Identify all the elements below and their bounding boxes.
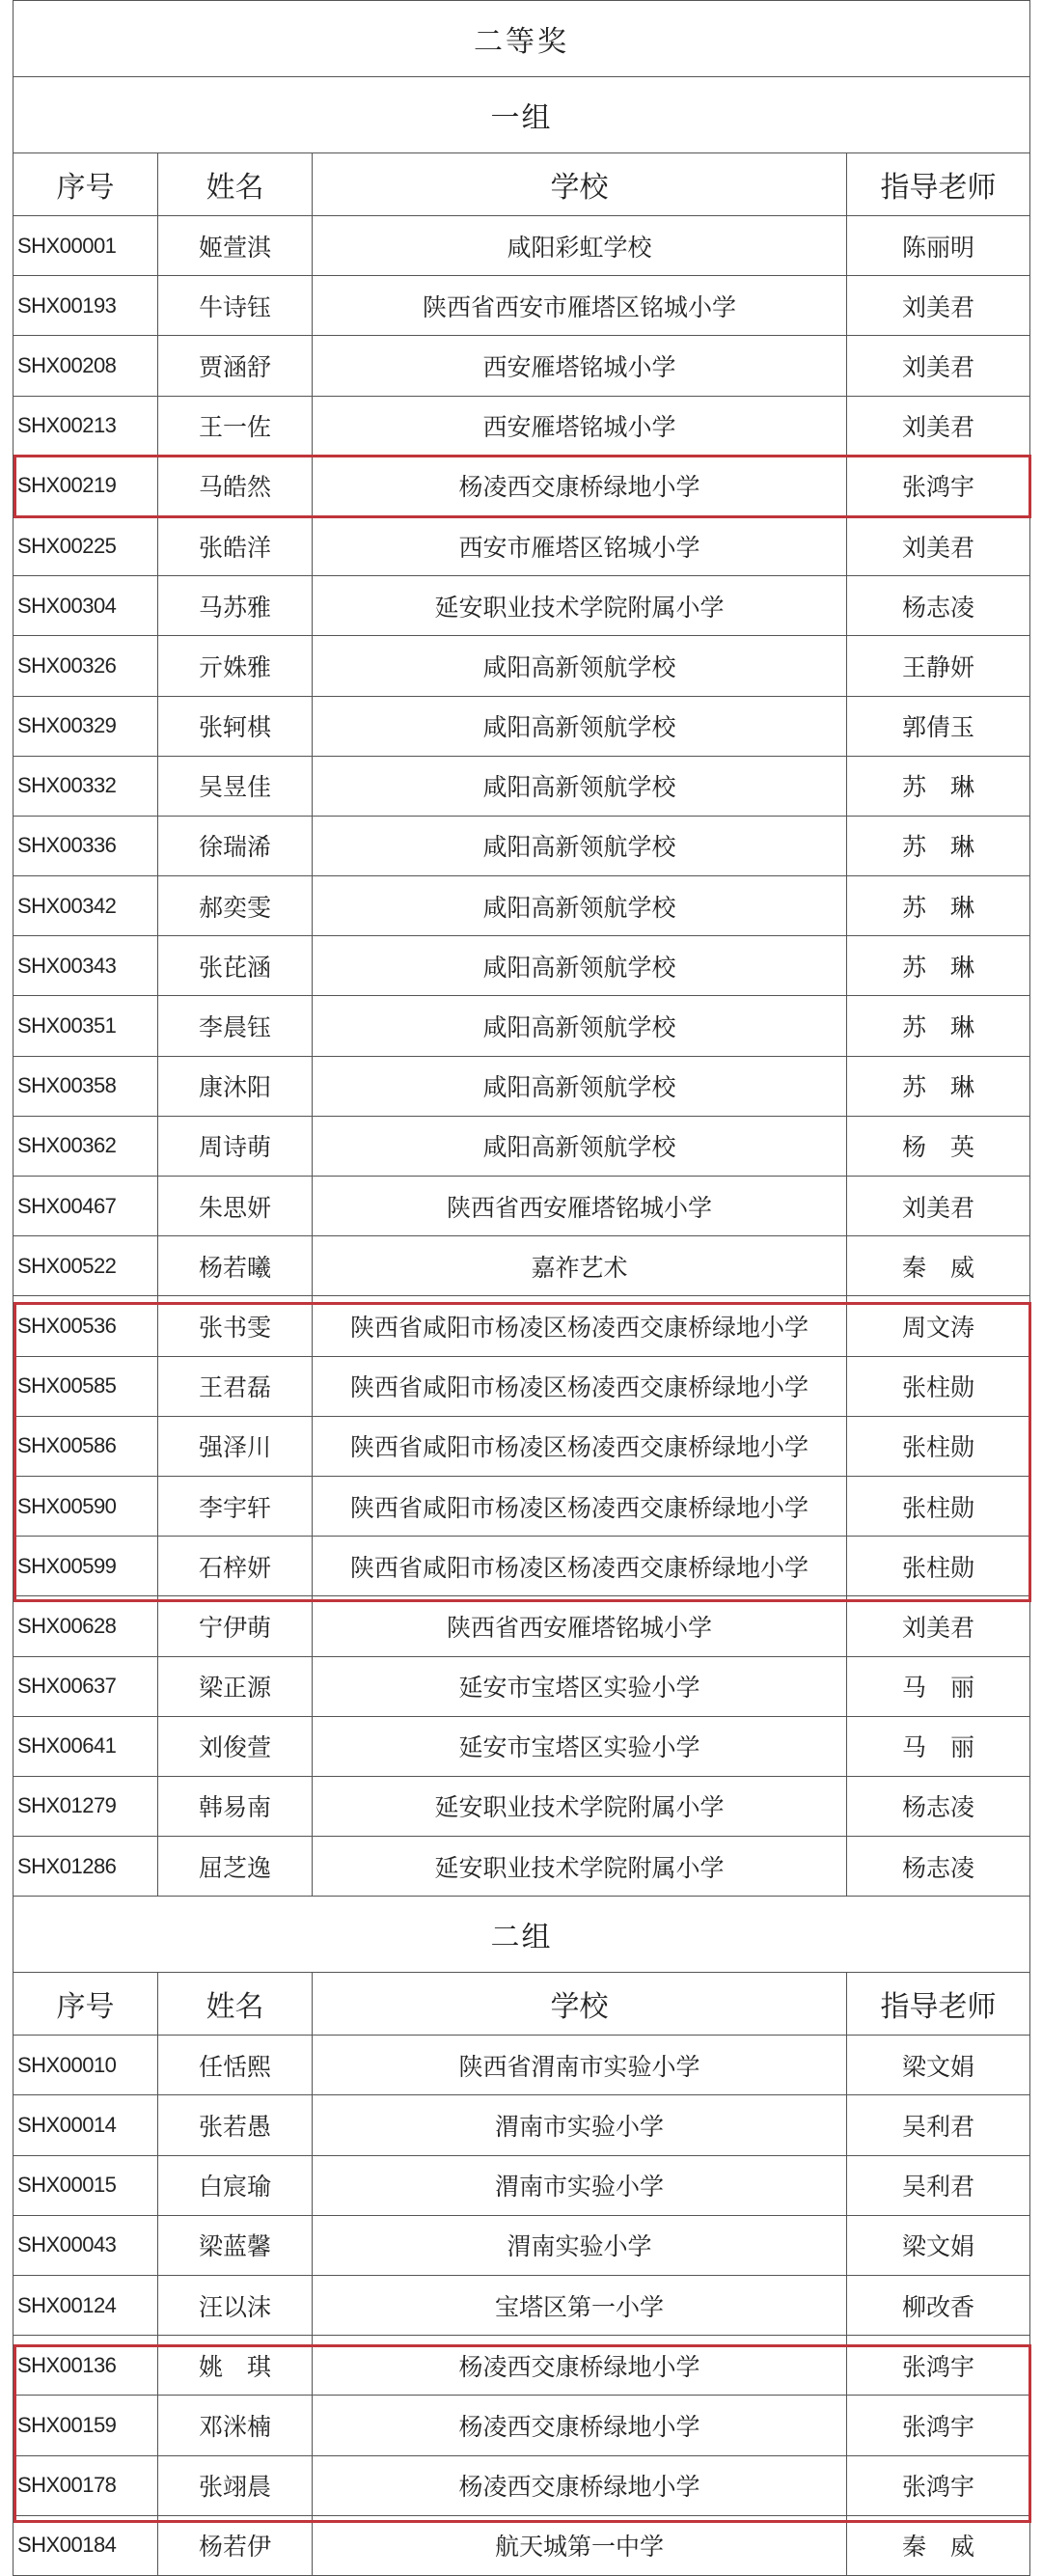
table-row [14, 2155, 1030, 2215]
cell-name: 梁正源 [158, 1656, 313, 1716]
cell-name: 亓姝雅 [158, 636, 313, 696]
cell-school: 延安市宝塔区实验小学 [313, 1716, 847, 1776]
cell-school: 陕西省西安雁塔铭城小学 [313, 1596, 847, 1656]
cell-school: 延安职业技术学院附属小学 [313, 1776, 847, 1836]
cell-name: 张芘涵 [158, 936, 313, 996]
cell-school: 咸阳高新领航学校 [313, 1056, 847, 1116]
cell-id: SHX00136 [14, 2336, 158, 2396]
cell-name: 杨若曦 [158, 1236, 313, 1296]
cell-id: SHX00225 [14, 515, 158, 575]
header-row [14, 153, 1030, 216]
cell-school: 咸阳高新领航学校 [313, 996, 847, 1056]
cell-id: SHX00343 [14, 936, 158, 996]
group-label: 二组 [14, 1897, 1030, 1973]
cell-name: 马皓然 [158, 456, 313, 515]
cell-school: 渭南市实验小学 [313, 2155, 847, 2215]
cell-id: SHX00124 [14, 2276, 158, 2336]
table-row [14, 1056, 1030, 1116]
header-row [14, 1973, 1030, 2036]
cell-school: 陕西省咸阳市杨凌区杨凌西交康桥绿地小学 [313, 1416, 847, 1476]
cell-teacher: 张柱勋 [847, 1356, 1030, 1416]
cell-name: 姚 琪 [158, 2336, 313, 2396]
cell-teacher: 刘美君 [847, 515, 1030, 575]
table-row [14, 456, 1030, 515]
cell-school: 航天城第一中学 [313, 2515, 847, 2575]
cell-teacher: 王静妍 [847, 636, 1030, 696]
header-teacher: 指导老师 [847, 1973, 1030, 2036]
cell-teacher: 周文涛 [847, 1296, 1030, 1356]
cell-name: 杨若伊 [158, 2515, 313, 2575]
table-row [14, 816, 1030, 875]
table-row [14, 1776, 1030, 1836]
table-row [14, 1177, 1030, 1236]
table-row [14, 336, 1030, 396]
cell-id: SHX00599 [14, 1537, 158, 1596]
cell-teacher: 苏 琳 [847, 816, 1030, 875]
cell-name: 牛诗钰 [158, 276, 313, 336]
cell-teacher: 秦 威 [847, 2515, 1030, 2575]
cell-teacher: 吴利君 [847, 2155, 1030, 2215]
cell-school: 陕西省咸阳市杨凌区杨凌西交康桥绿地小学 [313, 1476, 847, 1536]
table-row [14, 636, 1030, 696]
table-row [14, 936, 1030, 996]
cell-teacher: 刘美君 [847, 336, 1030, 396]
cell-school: 陕西省咸阳市杨凌区杨凌西交康桥绿地小学 [313, 1296, 847, 1356]
cell-teacher: 杨志凌 [847, 1776, 1030, 1836]
cell-name: 朱思妍 [158, 1177, 313, 1236]
cell-name: 张翊晨 [158, 2455, 313, 2515]
cell-school: 宝塔区第一小学 [313, 2276, 847, 2336]
cell-name: 吴昱佳 [158, 756, 313, 816]
cell-name: 康沐阳 [158, 1056, 313, 1116]
cell-school: 杨凌西交康桥绿地小学 [313, 456, 847, 515]
group-label: 一组 [14, 77, 1030, 153]
cell-name: 郝奕雯 [158, 876, 313, 936]
cell-id: SHX00362 [14, 1116, 158, 1176]
cell-name: 李晨钰 [158, 996, 313, 1056]
cell-teacher: 杨志凌 [847, 576, 1030, 636]
table-row [14, 996, 1030, 1056]
cell-school: 嘉祚艺术 [313, 1236, 847, 1296]
cell-id: SHX00522 [14, 1236, 158, 1296]
award-title: 二等奖 [14, 1, 1030, 77]
cell-id: SHX00637 [14, 1656, 158, 1716]
table-row [14, 2215, 1030, 2275]
cell-teacher: 张鸿宇 [847, 2396, 1030, 2455]
header-name: 姓名 [158, 1973, 313, 2036]
cell-name: 白宸瑜 [158, 2155, 313, 2215]
table-row [14, 1296, 1030, 1356]
cell-name: 邓洣楠 [158, 2396, 313, 2455]
cell-school: 杨凌西交康桥绿地小学 [313, 2396, 847, 2455]
group-row [14, 1897, 1030, 1973]
cell-name: 梁蓝馨 [158, 2215, 313, 2275]
cell-name: 周诗萌 [158, 1116, 313, 1176]
cell-school: 渭南实验小学 [313, 2215, 847, 2275]
cell-name: 韩易南 [158, 1776, 313, 1836]
cell-name: 强泽川 [158, 1416, 313, 1476]
cell-id: SHX00219 [14, 456, 158, 515]
cell-id: SHX00043 [14, 2215, 158, 2275]
cell-name: 任恬熙 [158, 2036, 313, 2095]
table-row [14, 2515, 1030, 2575]
cell-name: 王君磊 [158, 1356, 313, 1416]
table-row [14, 1837, 1030, 1897]
cell-school: 西安雁塔铭城小学 [313, 336, 847, 396]
table-row [14, 276, 1030, 336]
cell-school: 陕西省咸阳市杨凌区杨凌西交康桥绿地小学 [313, 1356, 847, 1416]
cell-id: SHX00014 [14, 2095, 158, 2155]
cell-teacher: 秦 威 [847, 1236, 1030, 1296]
cell-id: SHX00184 [14, 2515, 158, 2575]
cell-school: 咸阳高新领航学校 [313, 756, 847, 816]
cell-school: 咸阳彩虹学校 [313, 216, 847, 276]
cell-teacher: 张鸿宇 [847, 2455, 1030, 2515]
cell-teacher: 杨 英 [847, 1116, 1030, 1176]
table-row [14, 576, 1030, 636]
header-id: 序号 [14, 1973, 158, 2036]
table-row [14, 2336, 1030, 2396]
cell-id: SHX00332 [14, 756, 158, 816]
cell-id: SHX00585 [14, 1356, 158, 1416]
cell-id: SHX00628 [14, 1596, 158, 1656]
cell-id: SHX00159 [14, 2396, 158, 2455]
cell-teacher: 苏 琳 [847, 936, 1030, 996]
cell-teacher: 刘美君 [847, 1596, 1030, 1656]
cell-name: 张轲棋 [158, 696, 313, 756]
table-row [14, 2396, 1030, 2455]
cell-id: SHX00641 [14, 1716, 158, 1776]
cell-id: SHX00304 [14, 576, 158, 636]
header-name: 姓名 [158, 153, 313, 216]
cell-school: 延安职业技术学院附属小学 [313, 1837, 847, 1897]
table-row [14, 2455, 1030, 2515]
award-table [13, 0, 1030, 2576]
cell-teacher: 张鸿宇 [847, 2336, 1030, 2396]
cell-teacher: 马 丽 [847, 1656, 1030, 1716]
group-row [14, 77, 1030, 153]
cell-name: 张皓洋 [158, 515, 313, 575]
cell-teacher: 陈丽明 [847, 216, 1030, 276]
table-row [14, 2276, 1030, 2336]
cell-name: 汪以沫 [158, 2276, 313, 2336]
table-row [14, 216, 1030, 276]
cell-name: 李宇轩 [158, 1476, 313, 1536]
cell-school: 陕西省西安市雁塔区铭城小学 [313, 276, 847, 336]
cell-id: SHX00001 [14, 216, 158, 276]
table-row [14, 396, 1030, 456]
cell-name: 刘俊萱 [158, 1716, 313, 1776]
table-row [14, 1236, 1030, 1296]
cell-name: 张书雯 [158, 1296, 313, 1356]
cell-school: 陕西省渭南市实验小学 [313, 2036, 847, 2095]
table-row [14, 1537, 1030, 1596]
cell-name: 张若愚 [158, 2095, 313, 2155]
cell-school: 咸阳高新领航学校 [313, 936, 847, 996]
table-row [14, 1356, 1030, 1416]
cell-school: 陕西省西安雁塔铭城小学 [313, 1177, 847, 1236]
cell-teacher: 刘美君 [847, 276, 1030, 336]
cell-teacher: 吴利君 [847, 2095, 1030, 2155]
cell-id: SHX00351 [14, 996, 158, 1056]
table-row [14, 1656, 1030, 1716]
cell-teacher: 张柱勋 [847, 1476, 1030, 1536]
cell-id: SHX00178 [14, 2455, 158, 2515]
cell-id: SHX00536 [14, 1296, 158, 1356]
table-row [14, 2095, 1030, 2155]
title-row [14, 1, 1030, 77]
cell-teacher: 梁文娟 [847, 2036, 1030, 2095]
cell-school: 延安职业技术学院附属小学 [313, 576, 847, 636]
cell-school: 咸阳高新领航学校 [313, 696, 847, 756]
cell-teacher: 刘美君 [847, 396, 1030, 456]
table-row [14, 1116, 1030, 1176]
cell-id: SHX00358 [14, 1056, 158, 1116]
cell-id: SHX00342 [14, 876, 158, 936]
cell-teacher: 苏 琳 [847, 876, 1030, 936]
cell-teacher: 梁文娟 [847, 2215, 1030, 2275]
cell-teacher: 张柱勋 [847, 1416, 1030, 1476]
cell-school: 西安市雁塔区铭城小学 [313, 515, 847, 575]
cell-id: SHX00193 [14, 276, 158, 336]
cell-teacher: 苏 琳 [847, 996, 1030, 1056]
cell-school: 咸阳高新领航学校 [313, 876, 847, 936]
header-school: 学校 [313, 1973, 847, 2036]
cell-school: 咸阳高新领航学校 [313, 816, 847, 875]
cell-id: SHX00467 [14, 1177, 158, 1236]
cell-teacher: 张鸿宇 [847, 456, 1030, 515]
cell-school: 咸阳高新领航学校 [313, 636, 847, 696]
table-row [14, 876, 1030, 936]
cell-teacher: 张柱勋 [847, 1537, 1030, 1596]
table-row [14, 515, 1030, 575]
cell-name: 石梓妍 [158, 1537, 313, 1596]
table-row [14, 756, 1030, 816]
cell-teacher: 刘美君 [847, 1177, 1030, 1236]
table-row [14, 696, 1030, 756]
cell-id: SHX00336 [14, 816, 158, 875]
cell-school: 杨凌西交康桥绿地小学 [313, 2455, 847, 2515]
cell-id: SHX00326 [14, 636, 158, 696]
cell-id: SHX00590 [14, 1476, 158, 1536]
cell-id: SHX00329 [14, 696, 158, 756]
cell-name: 宁伊萌 [158, 1596, 313, 1656]
cell-id: SHX00213 [14, 396, 158, 456]
cell-name: 徐瑞浠 [158, 816, 313, 875]
cell-school: 渭南市实验小学 [313, 2095, 847, 2155]
cell-id: SHX00208 [14, 336, 158, 396]
cell-school: 陕西省咸阳市杨凌区杨凌西交康桥绿地小学 [313, 1537, 847, 1596]
table-row [14, 1596, 1030, 1656]
cell-id: SHX01286 [14, 1837, 158, 1897]
cell-teacher: 马 丽 [847, 1716, 1030, 1776]
cell-name: 屈芝逸 [158, 1837, 313, 1897]
award-sheet [13, 0, 1029, 2576]
header-teacher: 指导老师 [847, 153, 1030, 216]
cell-teacher: 苏 琳 [847, 756, 1030, 816]
cell-school: 咸阳高新领航学校 [313, 1116, 847, 1176]
header-id: 序号 [14, 153, 158, 216]
table-row [14, 1416, 1030, 1476]
cell-teacher: 苏 琳 [847, 1056, 1030, 1116]
cell-name: 贾涵舒 [158, 336, 313, 396]
cell-name: 王一佐 [158, 396, 313, 456]
cell-id: SHX01279 [14, 1776, 158, 1836]
cell-id: SHX00010 [14, 2036, 158, 2095]
cell-teacher: 郭倩玉 [847, 696, 1030, 756]
table-row [14, 1476, 1030, 1536]
table-row [14, 1716, 1030, 1776]
cell-teacher: 柳改香 [847, 2276, 1030, 2336]
cell-id: SHX00015 [14, 2155, 158, 2215]
cell-school: 西安雁塔铭城小学 [313, 396, 847, 456]
cell-id: SHX00586 [14, 1416, 158, 1476]
cell-name: 马苏雅 [158, 576, 313, 636]
table-row [14, 2036, 1030, 2095]
cell-name: 姬萱淇 [158, 216, 313, 276]
header-school: 学校 [313, 153, 847, 216]
cell-school: 杨凌西交康桥绿地小学 [313, 2336, 847, 2396]
cell-teacher: 杨志凌 [847, 1837, 1030, 1897]
cell-school: 延安市宝塔区实验小学 [313, 1656, 847, 1716]
